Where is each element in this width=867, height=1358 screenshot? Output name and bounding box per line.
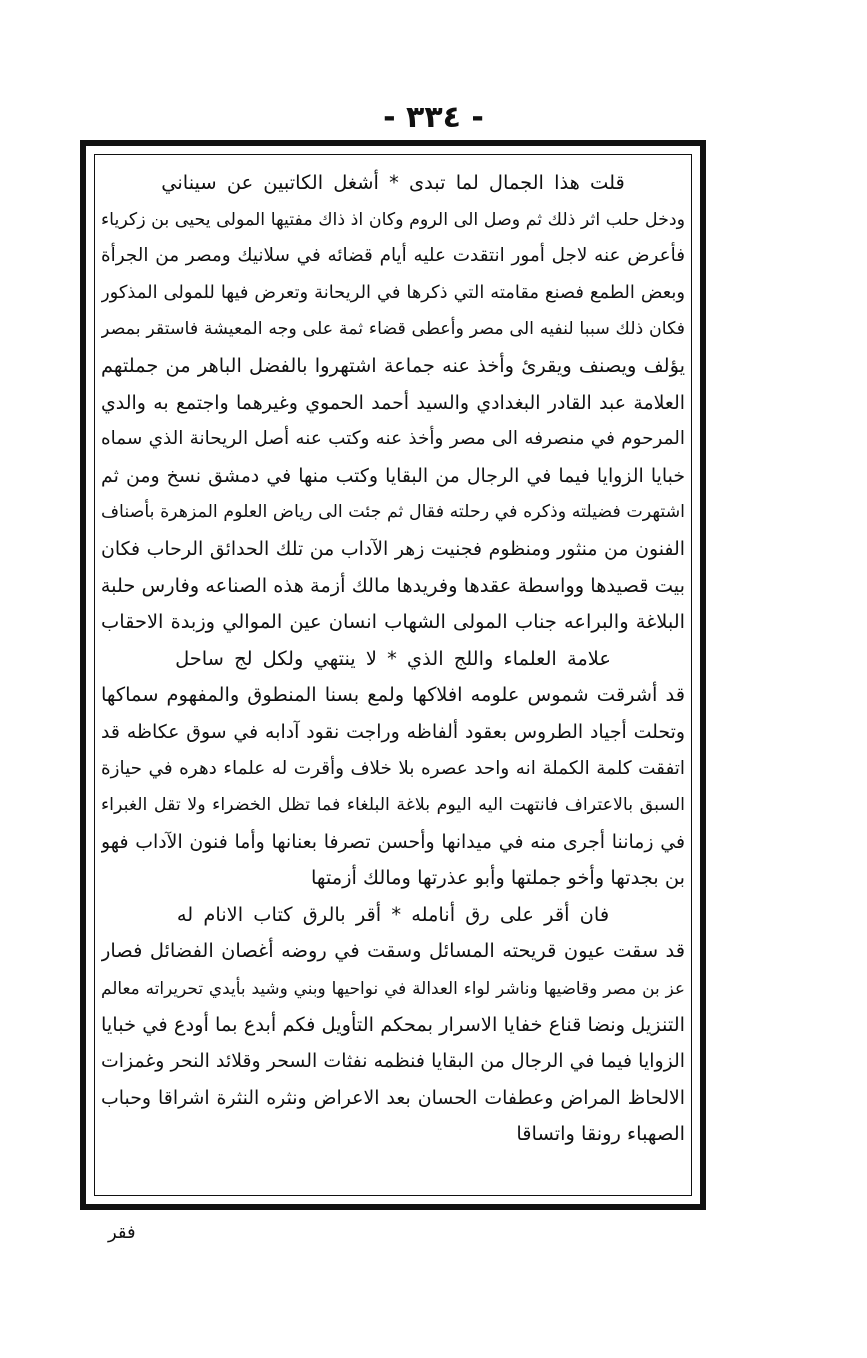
body-text [101, 165, 685, 1181]
inner-border [94, 154, 692, 1196]
text-line: العلامة عبد القادر البغدادي والسيد أحمد الحموي وغيرهما واجتمع به والدي [101, 391, 685, 414]
text-line: في زماننا أجرى منه في ميدانها وأحسن تصرفا بعنانها وأما فنون الآداب فهو [101, 830, 685, 853]
text-line: ودخل حلب اثر ذلك ثم وصل الى الروم وكان اذ ذاك مفتيها المولى يحيى بن زكرياء [101, 209, 685, 230]
text-line: الزوايا فيما في الرجال من البقايا فنظمه نفثات السحر وقلائد النحر وغمزات [101, 1050, 685, 1073]
text-line: فكان ذلك سببا لنفيه الى مصر وأعطى قضاء ثمة على وجه المعيشة فاستقر بمصر [101, 319, 685, 340]
text-line: فأعرض عنه لاجل أمور انتقدت عليه أيام قضائه في سلانيك ومصر من الجرأة [101, 245, 685, 267]
text-line: وتحلت أجياد الطروس بعقود ألفاظه وراجت نقود آدابه في سوق عكاظه قد [101, 720, 685, 743]
text-line: بن بجدتها وأخو جملتها وأبو عذرتها ومالك أزمتها [311, 866, 685, 890]
catchword: فقر [108, 1222, 136, 1243]
text-line: الصهباء رونقا واتساقا [516, 1122, 685, 1146]
text-line: البلاغة والبراعه جناب المولى الشهاب انسان عين الموالي وزبدة الاحقاب [101, 610, 685, 634]
text-line: قد سقت عيون قريحته المسائل وسقت في روضه أغصان الفضائل فصار [101, 939, 685, 963]
page-number: - ٣٣٤ - [383, 100, 484, 135]
text-line: عز بن مصر وقاضيها وناشر لواء العدالة في نواحيها وبني وشيد بأيدي تحريراته معالم [101, 978, 685, 999]
page-border [80, 140, 706, 1210]
text-line: الالحاظ المراض وعطفات الحسان بعد الاعراض ونثره النثرة اشراقا وحباب [101, 1086, 685, 1109]
text-line: خبايا الزوايا فيما في الرجال من البقايا وكتب منها في دمشق نسخ ومن ثم [101, 464, 685, 487]
verse-line: فان أقر على رق أنامله * أقر بالرق كتاب الانام له [176, 902, 610, 926]
text-line: الفنون من منثور ومنظوم فجنيت زهر الآداب من تلك الحدائق الرحاب فكان [101, 537, 685, 560]
text-line: اتفقت كلمة الكملة انه واحد عصره بلا خلاف وأقرت له علماء دهره في حيازة [101, 757, 685, 779]
text-line: بيت قصيدها وواسطة عقدها وفريدها مالك أزمة هذه الصناعه وفارس حلبة [101, 573, 685, 597]
text-line: التنزيل ونضا قناع خفايا الاسرار بمحكم التأويل فكم أبدع بما أودع في خبايا [101, 1012, 685, 1036]
text-line: وبعض الطمع فصنع مقامته التي ذكرها في الريحانة وتعرض فيها للمولى المذكور [101, 281, 685, 303]
text-line: قد أشرقت شموس علومه افلاكها ولمع بسنا المنطوق والمفهوم سماكها [101, 683, 685, 707]
text-line: يؤلف ويصنف ويقرئ وأخذ عنه جماعة اشتهروا بالفضل الباهر من جملتهم [101, 353, 685, 377]
text-line: المرحوم في منصرفه الى مصر وأخذ عنه وكتب عنه أصل الريحانة الذي سماه [101, 428, 685, 450]
text-line: السبق بالاعتراف فانتهت اليه اليوم بلاغة البلغاء فما تظل الخضراء ولا تقل الغبراء [101, 795, 685, 816]
verse-line: قلت هذا الجمال لما تبدى * أشغل الكاتبين عن سيناني [161, 171, 625, 194]
text-line: اشتهرت فضيلته وذكره في رحلته فقال ثم جئت الى رياض العلوم المزهرة بأصناف [101, 502, 685, 523]
verse-line: علامة العلماء واللج الذي * لا ينتهي ولكل لج ساحل [175, 646, 611, 670]
